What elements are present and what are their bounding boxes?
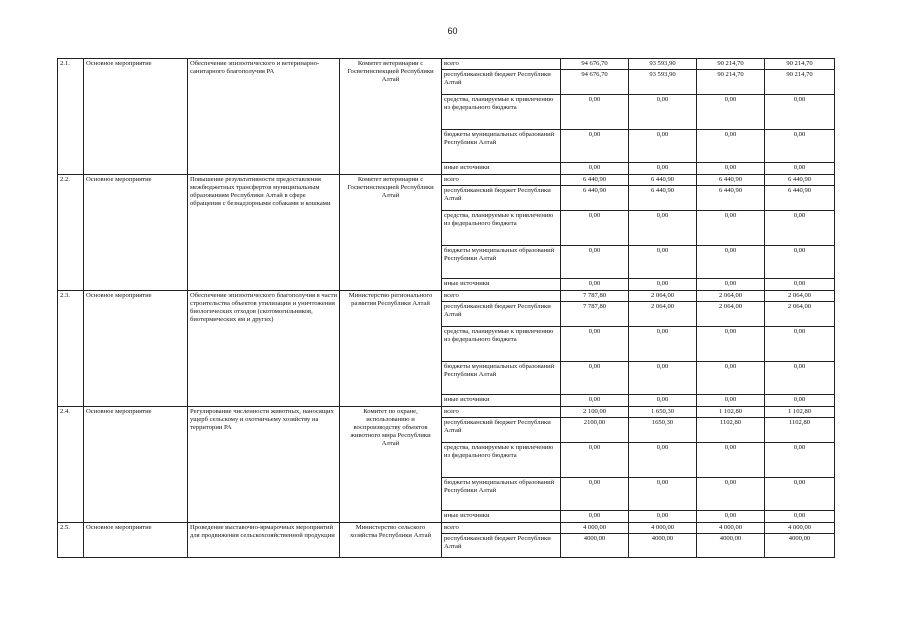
funding-amount-year-4: 0,00 [765,163,835,175]
funding-source: всего [442,407,561,418]
funding-amount-year-2: 0,00 [629,395,697,407]
funding-source: бюджеты муниципальных образований Республики Алтай [442,478,561,511]
funding-amount-year-2: 93 593,90 [629,70,697,95]
funding-amount-year-1: 0,00 [561,163,629,175]
funding-source: всего [442,523,561,534]
table-row [58,175,835,186]
funding-source: всего [442,59,561,70]
funding-amount-year-2: 6 440,90 [629,186,697,211]
funding-source: средства, планируемые к привлечению из федерального бюджета [442,327,561,362]
funding-amount-year-2: 0,00 [629,362,697,395]
funding-amount-year-2: 0,00 [629,327,697,362]
funding-amount-year-1: 0,00 [561,478,629,511]
funding-source: бюджеты муниципальных образований Республики Алтай [442,130,561,163]
funding-source: иные источники [442,163,561,175]
funding-source: иные источники [442,511,561,523]
funding-amount-year-1: 6 440,90 [561,175,629,186]
funding-amount-year-4: 0,00 [765,95,835,130]
funding-amount-year-2: 0,00 [629,511,697,523]
table-row [58,523,835,534]
responsible-executor: Министерство сельского хозяйства Республики Алтай [340,523,442,558]
funding-source: средства, планируемые к привлечению из федерального бюджета [442,211,561,246]
page-number: 60 [447,26,458,36]
activity-name: Обеспечение эпизоотического благополучия в части строительства объектов утилизации и уничтожения биологических отходов (скотомогильников, биотермических ям и других) [188,291,340,407]
funding-amount-year-2: 0,00 [629,211,697,246]
funding-amount-year-4: 0,00 [765,211,835,246]
funding-amount-year-4: 90 214,70 [765,59,835,70]
funding-amount-year-2: 2 064,00 [629,302,697,327]
funding-amount-year-3: 0,00 [697,478,765,511]
funding-source: республиканский бюджет Республики Алтай [442,70,561,95]
funding-amount-year-4: 2 064,00 [765,291,835,302]
activity-number: 2.1. [58,59,84,175]
funding-amount-year-4: 0,00 [765,511,835,523]
funding-source: республиканский бюджет Республики Алтай [442,302,561,327]
funding-amount-year-1: 94 676,70 [561,70,629,95]
funding-amount-year-1: 7 787,80 [561,291,629,302]
funding-source: средства, планируемые к привлечению из федерального бюджета [442,95,561,130]
funding-amount-year-1: 0,00 [561,511,629,523]
funding-amount-year-3: 0,00 [697,279,765,291]
funding-amount-year-3: 0,00 [697,246,765,279]
budget-table-body [58,59,835,558]
funding-amount-year-2: 0,00 [629,130,697,163]
funding-amount-year-3: 0,00 [697,211,765,246]
table-row [58,59,835,70]
funding-amount-year-3: 0,00 [697,163,765,175]
funding-amount-year-3: 6 440,90 [697,186,765,211]
funding-source: республиканский бюджет Республики Алтай [442,418,561,443]
funding-amount-year-3: 0,00 [697,443,765,478]
funding-amount-year-3: 4000,00 [697,534,765,558]
funding-amount-year-4: 0,00 [765,246,835,279]
funding-amount-year-1: 2 100,00 [561,407,629,418]
responsible-executor: Министерство регионального развития Республики Алтай [340,291,442,407]
activity-name: Проведение выставочно-ярмарочных мероприятий для продвижения сельскохозяйственной продукции [188,523,340,558]
funding-amount-year-4: 2 064,00 [765,302,835,327]
activity-name: Обеспечение эпизоотического и ветеринарно-санитарного благополучия РА [188,59,340,175]
funding-source: всего [442,175,561,186]
funding-amount-year-1: 0,00 [561,443,629,478]
funding-amount-year-4: 6 440,90 [765,175,835,186]
activity-type: Основное мероприятие [84,523,188,558]
funding-amount-year-3: 6 440,90 [697,175,765,186]
funding-source: республиканский бюджет Республики Алтай [442,534,561,558]
funding-amount-year-1: 0,00 [561,95,629,130]
funding-amount-year-2: 0,00 [629,246,697,279]
funding-amount-year-1: 0,00 [561,279,629,291]
funding-amount-year-1: 0,00 [561,211,629,246]
funding-amount-year-2: 6 440,90 [629,175,697,186]
funding-amount-year-4: 0,00 [765,130,835,163]
funding-amount-year-1: 2100,00 [561,418,629,443]
funding-amount-year-1: 94 676,70 [561,59,629,70]
funding-amount-year-1: 0,00 [561,246,629,279]
funding-amount-year-2: 0,00 [629,95,697,130]
funding-amount-year-1: 0,00 [561,327,629,362]
funding-amount-year-4: 0,00 [765,395,835,407]
funding-amount-year-3: 0,00 [697,362,765,395]
funding-amount-year-1: 4000,00 [561,534,629,558]
budget-table [57,58,835,558]
funding-amount-year-2: 4000,00 [629,534,697,558]
activity-type: Основное мероприятие [84,407,188,523]
funding-amount-year-4: 1 102,80 [765,407,835,418]
funding-amount-year-3: 2 064,00 [697,302,765,327]
table-row [58,407,835,418]
funding-amount-year-3: 0,00 [697,395,765,407]
activity-type: Основное мероприятие [84,175,188,291]
funding-source: средства, планируемые к привлечению из федерального бюджета [442,443,561,478]
funding-amount-year-4: 0,00 [765,362,835,395]
funding-source: республиканский бюджет Республики Алтай [442,186,561,211]
funding-amount-year-2: 2 064,00 [629,291,697,302]
funding-amount-year-3: 0,00 [697,511,765,523]
funding-amount-year-3: 90 214,70 [697,70,765,95]
funding-amount-year-4: 0,00 [765,443,835,478]
responsible-executor: Комитет ветеринарии с Госветинспекцией Республики Алтай [340,175,442,291]
funding-amount-year-1: 7 787,80 [561,302,629,327]
funding-amount-year-2: 1 650,30 [629,407,697,418]
funding-amount-year-2: 93 593,90 [629,59,697,70]
activity-number: 2.2. [58,175,84,291]
funding-amount-year-4: 4000,00 [765,534,835,558]
funding-amount-year-3: 4 000,00 [697,523,765,534]
funding-amount-year-1: 0,00 [561,362,629,395]
activity-name: Регулирование численности животных, наносящих ущерб сельскому и охотничьему хозяйству на территории РА [188,407,340,523]
funding-source: бюджеты муниципальных образований Республики Алтай [442,246,561,279]
funding-amount-year-2: 4 000,00 [629,523,697,534]
funding-amount-year-4: 0,00 [765,478,835,511]
funding-amount-year-4: 0,00 [765,279,835,291]
funding-amount-year-3: 1 102,80 [697,407,765,418]
responsible-executor: Комитет по охране, использованию и воспроизводству объектов животного мира Республики Алтай [340,407,442,523]
funding-amount-year-4: 0,00 [765,327,835,362]
activity-type: Основное мероприятие [84,291,188,407]
activity-number: 2.5. [58,523,84,558]
activity-number: 2.3. [58,291,84,407]
funding-amount-year-2: 0,00 [629,163,697,175]
funding-amount-year-4: 1102,80 [765,418,835,443]
funding-amount-year-3: 1102,80 [697,418,765,443]
funding-amount-year-3: 2 064,00 [697,291,765,302]
funding-amount-year-3: 0,00 [697,130,765,163]
funding-source: иные источники [442,395,561,407]
funding-amount-year-1: 6 440,90 [561,186,629,211]
funding-amount-year-4: 4 000,00 [765,523,835,534]
activity-type: Основное мероприятие [84,59,188,175]
funding-source: иные источники [442,279,561,291]
table-row [58,291,835,302]
activity-name: Повышение результативности предоставления межбюджетных трансфертов муниципальным образованиям Республики Алтай в сфере обращения с безнадзорными собаками и кошками [188,175,340,291]
activity-number: 2.4. [58,407,84,523]
funding-source: всего [442,291,561,302]
funding-amount-year-4: 90 214,70 [765,70,835,95]
funding-amount-year-2: 0,00 [629,478,697,511]
funding-amount-year-2: 1650,30 [629,418,697,443]
funding-amount-year-3: 0,00 [697,327,765,362]
funding-source: бюджеты муниципальных образований Республики Алтай [442,362,561,395]
funding-amount-year-1: 0,00 [561,130,629,163]
funding-amount-year-1: 4 000,00 [561,523,629,534]
funding-amount-year-3: 90 214,70 [697,59,765,70]
funding-amount-year-2: 0,00 [629,279,697,291]
responsible-executor: Комитет ветеринарии с Госветинспекцией Республики Алтай [340,59,442,175]
funding-amount-year-2: 0,00 [629,443,697,478]
funding-amount-year-1: 0,00 [561,395,629,407]
funding-amount-year-3: 0,00 [697,95,765,130]
funding-amount-year-4: 6 440,90 [765,186,835,211]
